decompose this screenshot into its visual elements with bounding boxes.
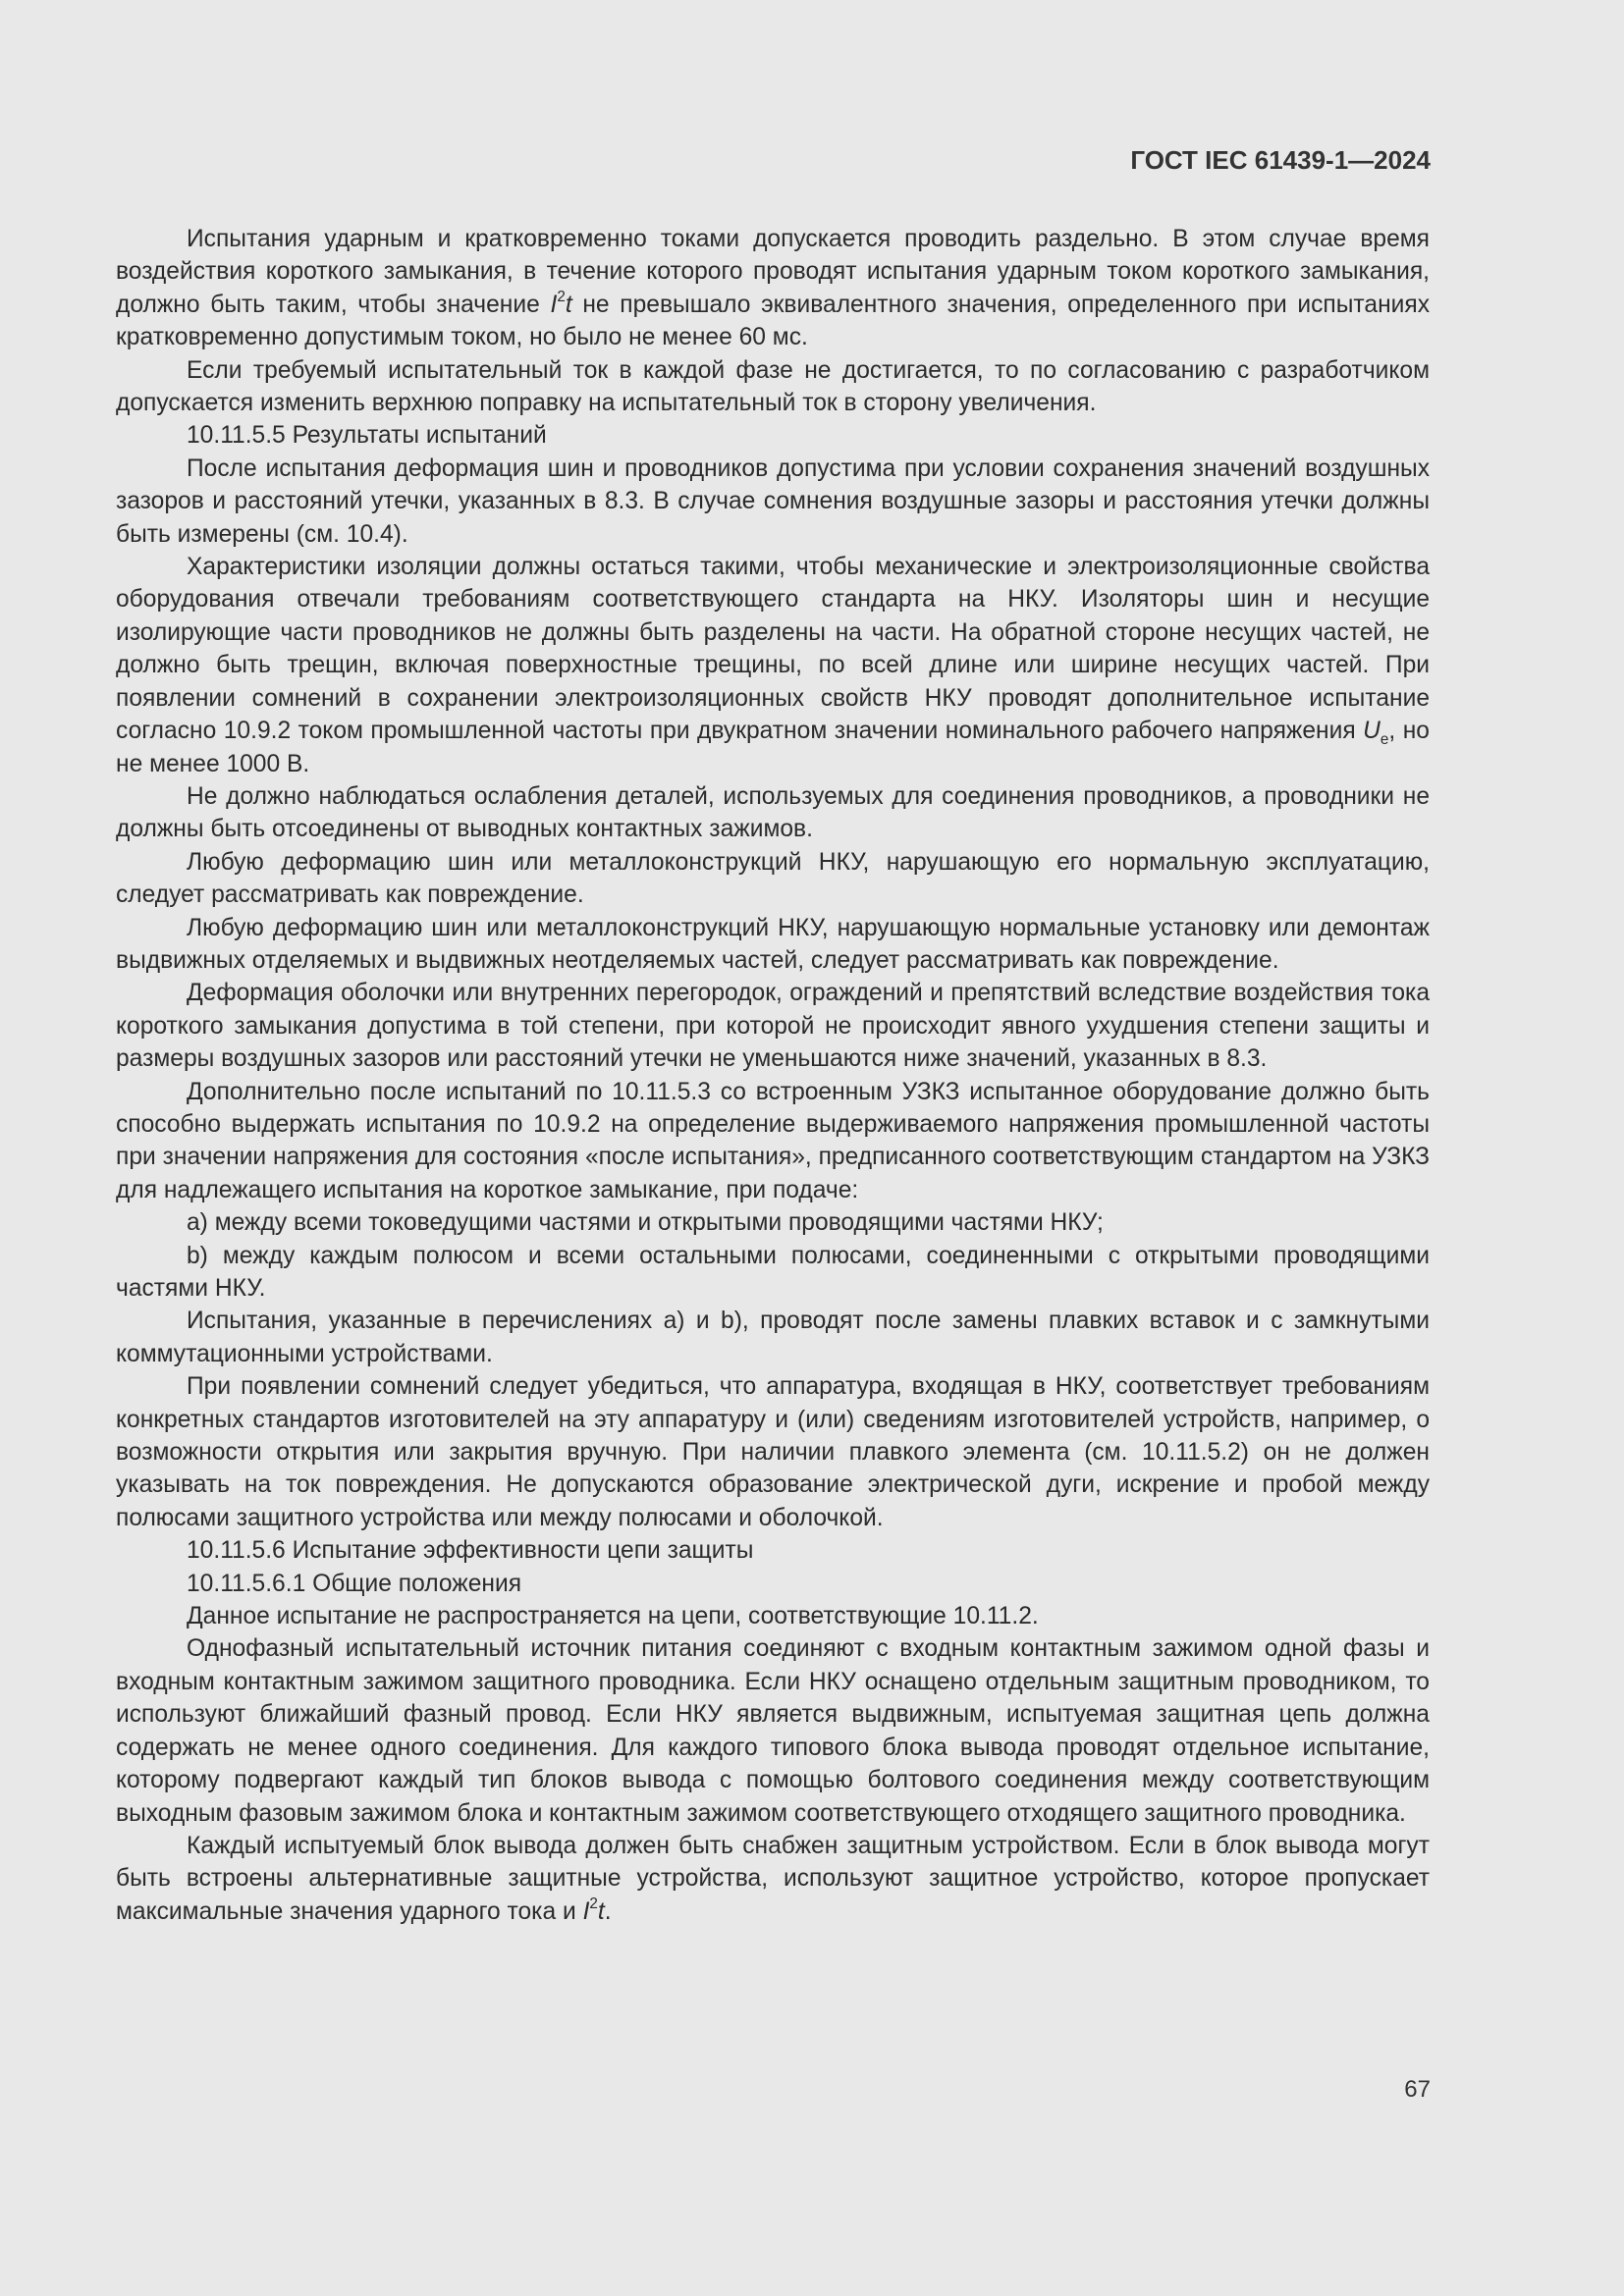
text-run: I	[550, 291, 558, 318]
text-run: Если требуемый испытательный ток в каждой фазе не достигается, то по согласованию с разработчиком допускается изменить верхнюю поправку на испытательный ток в сторону увеличения.	[116, 356, 1430, 417]
page-number: 67	[1404, 2076, 1431, 2103]
text-run: b) между каждым полюсом и всеми остальными полюсами, соединенными с открытыми проводящими частями НКУ.	[116, 1242, 1430, 1302]
paragraph	[116, 1830, 1430, 1928]
text-run: Деформация оболочки или внутренних перегородок, ограждений и препятствий вследствие воздействия тока короткого замыкания допустима в той степени, при которой не происходит явного ухудшения степени защиты и размеры воздушных зазоров или расстояний утечки не уменьшаются ниже значений, указанных в 8.3.	[116, 980, 1430, 1073]
text-run: Каждый испытуемый блок вывода должен быть снабжен защитным устройством. Если в блок вывода могут быть встроены альтернативные защитные устройства, используют защитное устройство, которое пропускает максимальные значения ударного тока и	[116, 1832, 1430, 1925]
text-run: Испытания ударным и кратковременно токами допускается проводить раздельно. В этом случае время воздействия короткого замыкания, в течение которого проводят испытания ударным током короткого замыкания, должно быть таким, чтобы значение	[116, 226, 1430, 318]
text-run: 10.11.5.6.1 Общие положения	[187, 1570, 522, 1597]
paragraph	[116, 419, 1430, 452]
paragraph	[116, 1632, 1430, 1829]
text-run: 10.11.5.5 Результаты испытаний	[187, 422, 547, 450]
paragraph	[116, 1370, 1430, 1534]
text-run: Любую деформацию шин или металлоконструкций НКУ, нарушающую его нормальную эксплуатацию, следует рассматривать как повреждение.	[116, 848, 1430, 909]
text-run: U	[1363, 718, 1380, 745]
paragraph	[116, 912, 1430, 978]
text-run: Дополнительно после испытаний по 10.11.5.3 со встроенным УЗКЗ испытанное оборудование должно быть способно выдержать испытания по 10.9.2 на определение выдерживаемого напряжения промышленной частоты при значении напряжения для состояния «после испытания», предписанного соответствующим стандартом на УЗКЗ для надлежащего испытания на короткое замыкание, при подаче:	[116, 1078, 1430, 1203]
paragraph	[116, 780, 1430, 846]
paragraph	[116, 1240, 1430, 1306]
document-body	[116, 223, 1430, 1928]
paragraph	[116, 1076, 1430, 1207]
paragraph	[116, 551, 1430, 780]
text-run: .	[604, 1897, 612, 1925]
text-run: 2	[589, 1896, 598, 1913]
text-run: a) между всеми токоведущими частями и открытыми проводящими частями НКУ;	[187, 1209, 1104, 1237]
paragraph	[116, 1534, 1430, 1567]
paragraph	[116, 354, 1430, 420]
text-run: При появлении сомнений следует убедиться, что аппаратура, входящая в НКУ, соответствует требованиям конкретных стандартов изготовителей на эту аппаратуру и (или) сведениям изготовителей устройств, например, о возможности открытия или закрытия вручную. При наличии плавкого элемента (см. 10.11.5.2) он не должен указывать на ток повреждения. Не допускаются образование электрической дуги, искрение и пробой между полюсами защитного устройства или между полюсами и оболочкой.	[116, 1373, 1430, 1531]
text-run: Данное испытание не распространяется на цепи, соответствующие 10.11.2.	[187, 1603, 1039, 1630]
text-run: Любую деформацию шин или металлоконструкций НКУ, нарушающую нормальные установку или демонтаж выдвижных отделяемых и выдвижных неотделяемых частей, следует рассматривать как повреждение.	[116, 914, 1430, 974]
text-run: Испытания, указанные в перечислениях a) и b), проводят после замены плавких вставок и с замкнутыми коммутационными устройствами.	[116, 1308, 1430, 1367]
paragraph	[116, 223, 1430, 354]
text-run: Характеристики изоляции должны остаться такими, чтобы механические и электроизоляционные свойства оборудования отвечали требованиям соответствующего стандарта на НКУ. Изоляторы шин и несущие изолирующие части проводников не должны быть разделены на части. На обратной стороне несущих частей, не должно быть трещин, включая поверхностные трещины, по всей длине или ширине несущих частей. При появлении сомнений в сохранении электроизоляционных свойств НКУ проводят дополнительное испытание согласно 10.9.2 током промышленной частоты при двукратном значении номинального рабочего напряжения	[116, 554, 1430, 745]
paragraph	[116, 1600, 1430, 1632]
text-run: e	[1380, 731, 1389, 748]
paragraph	[116, 1568, 1430, 1600]
text-run: 10.11.5.6 Испытание эффективности цепи защиты	[187, 1537, 754, 1565]
paragraph	[116, 846, 1430, 912]
document-header	[1130, 145, 1431, 176]
text-run: , но не менее 1000 В.	[116, 718, 1430, 777]
paragraph	[116, 453, 1430, 551]
text-run: 2	[557, 289, 566, 306]
standard-id: ГОСТ IEC 61439-1—2024	[1130, 145, 1431, 175]
text-run: После испытания деформация шин и проводников допустима при условии сохранения значений воздушных зазоров и расстояний утечки, указанных в 8.3. В случае сомнения воздушные зазоры и расстояния утечки должны быть измерены (см. 10.4).	[116, 454, 1430, 548]
text-run: t	[565, 291, 572, 318]
text-run: не превышало эквивалентного значения, определенного при испытаниях кратковременно допустимым током, но было не менее 60 мс.	[116, 291, 1431, 351]
paragraph	[116, 977, 1430, 1075]
text-run: t	[597, 1897, 605, 1925]
text-run: Не должно наблюдаться ослабления деталей, используемых для соединения проводников, а проводники не должны быть отсоединены от выводных контактных зажимов.	[116, 782, 1430, 843]
text-run: I	[582, 1897, 590, 1925]
paragraph	[116, 1305, 1430, 1370]
paragraph	[116, 1206, 1430, 1239]
text-run: Однофазный испытательный источник питания соединяют с входным контактным зажимом одной фазы и входным контактным зажимом защитного проводника. Если НКУ оснащено отдельным защитным проводником, то используют ближайший фазный провод. Если НКУ является выдвижным, испытуемая защитная цепь должна содержать не менее одного соединения. Для каждого типового блока вывода проводят отдельное испытание, которому подвергают каждый тип блоков вывода с помощью болтового соединения между соответствующим выходным фазовым зажимом блока и контактным зажимом соответствующего отходящего защитного проводника.	[116, 1635, 1430, 1827]
